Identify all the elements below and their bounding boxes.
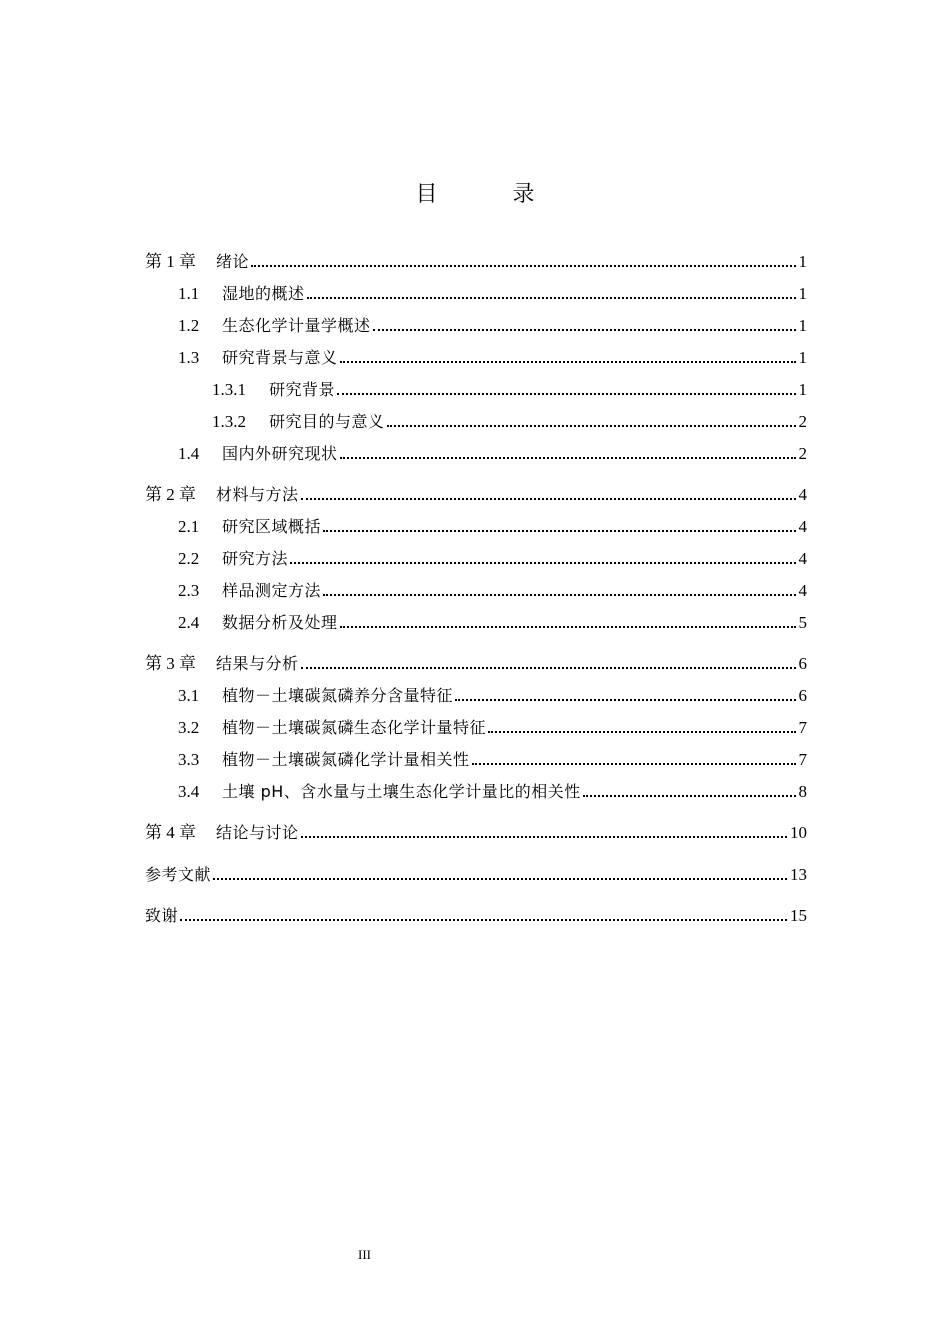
toc-entry-label: 土壤 pH、含水量与土壤生态化学计量比的相关性 [222,782,581,801]
toc-entry-label: 生态化学计量学概述 [222,316,371,335]
toc-section-entry[interactable] [145,682,807,706]
toc-dot-leader [323,594,795,596]
toc-section-entry[interactable] [145,312,807,336]
toc-section-entry[interactable] [145,440,807,464]
toc-entry-label: 参考文献 [145,865,212,884]
toc-entry-page: 4 [798,549,807,568]
toc-chapter-entry[interactable] [145,819,807,843]
toc-entry-number: 3.3 [178,750,200,769]
toc-chapter-entry[interactable] [145,481,807,505]
toc-entry-page: 15 [790,906,807,925]
toc-entry-label: 材料与方法 [216,485,299,504]
toc-entry-label: 研究区域概括 [222,517,322,536]
toc-entry-page: 1 [798,252,807,271]
toc-chapter-entry[interactable] [145,248,807,272]
toc-section-entry[interactable] [145,280,807,304]
toc-entry-page: 6 [798,654,807,673]
toc-section-entry[interactable] [145,577,807,601]
toc-section-entry[interactable] [145,545,807,569]
toc-dot-leader [340,626,796,628]
toc-section-entry[interactable] [145,714,807,738]
toc-chapter-entry[interactable] [145,902,807,926]
toc-entry-page: 1 [798,284,807,303]
toc-entry-page: 4 [798,485,807,504]
toc-dot-leader [488,731,795,733]
toc-dot-leader [213,878,787,880]
toc-section-entry[interactable] [145,778,807,802]
toc-entry-label: 研究背景与意义 [222,348,338,367]
toc-entry-number: 第 1 章 [145,252,196,271]
toc-entry-page: 2 [798,444,807,463]
toc-chapter-entry[interactable] [145,650,807,674]
toc-entry-number: 2.4 [178,613,200,632]
toc-entry-number: 1.4 [178,444,200,463]
toc-entry-label: 结论与讨论 [216,823,299,842]
toc-entry-number: 3.2 [178,718,200,737]
toc-section-entry[interactable] [145,609,807,633]
toc-dot-leader [301,667,796,669]
toc-entry-number: 第 4 章 [145,823,196,842]
toc-entry-page: 6 [798,686,807,705]
toc-entry-label: 样品测定方法 [222,581,322,600]
toc-entry-label: 研究背景 [269,380,336,399]
toc-dot-leader [323,530,795,532]
toc-entry-page: 1 [798,348,807,367]
toc-dot-leader [583,795,796,797]
toc-entry-number: 3.4 [178,782,200,801]
toc-entry-number: 1.3 [178,348,200,367]
toc-entry-page: 13 [790,865,807,884]
toc-dot-leader [472,763,796,765]
toc-entry-label: 致谢 [145,906,179,925]
toc-entry-page: 7 [798,750,807,769]
toc-section-entry[interactable] [145,344,807,368]
toc-entry-page: 7 [798,718,807,737]
toc-entry-label: 研究方法 [222,549,289,568]
toc-entry-label: 植物－土壤碳氮磷养分含量特征 [222,686,454,705]
toc-entry-page: 8 [798,782,807,801]
toc-entry-number: 第 3 章 [145,654,196,673]
toc-entry-number: 2.1 [178,517,200,536]
toc-entry-page: 4 [798,581,807,600]
toc-dot-leader [340,457,796,459]
toc-chapter-entry[interactable] [145,861,807,885]
toc-entry-page: 1 [798,380,807,399]
toc-entry-label: 研究目的与意义 [269,412,385,431]
page-number: III [358,1247,371,1262]
toc-entry-number: 2.3 [178,581,200,600]
toc-dot-leader [340,361,796,363]
toc-section-entry[interactable] [145,746,807,770]
page-title: 目 录 [415,182,569,207]
toc-entry-page: 4 [798,517,807,536]
toc-entry-label: 湿地的概述 [222,284,305,303]
toc-dot-leader [307,297,796,299]
toc-entry-page: 10 [790,823,807,842]
toc-dot-leader [301,836,787,838]
toc-entry-number: 1.3.1 [212,380,246,399]
toc-section-entry[interactable] [145,513,807,537]
toc-entry-number: 1.3.2 [212,412,246,431]
toc-dot-leader [251,265,795,267]
toc-dot-leader [387,425,796,427]
toc-entry-page: 1 [798,316,807,335]
toc-entry-number: 3.1 [178,686,200,705]
toc-dot-leader [180,919,787,921]
toc-dot-leader [301,498,796,500]
toc-subsection-entry[interactable] [145,408,807,432]
toc-entry-number: 第 2 章 [145,485,196,504]
toc-entry-label: 绪论 [216,252,250,271]
toc-dot-leader [290,562,795,564]
toc-entry-number: 1.2 [178,316,200,335]
toc-entry-label: 植物－土壤碳氮磷化学计量相关性 [222,750,470,769]
toc-entry-label: 国内外研究现状 [222,444,338,463]
toc-dot-leader [373,329,796,331]
toc-entry-page: 2 [798,412,807,431]
toc-entry-page: 5 [798,613,807,632]
toc-entry-number: 2.2 [178,549,200,568]
toc-entry-label: 数据分析及处理 [222,613,338,632]
toc-entry-label: 植物－土壤碳氮磷生态化学计量特征 [222,718,487,737]
toc-dot-leader [337,393,795,395]
toc-entry-label: 结果与分析 [216,654,299,673]
toc-dot-leader [455,699,795,701]
toc-entry-number: 1.1 [178,284,200,303]
toc-subsection-entry[interactable] [145,376,807,400]
